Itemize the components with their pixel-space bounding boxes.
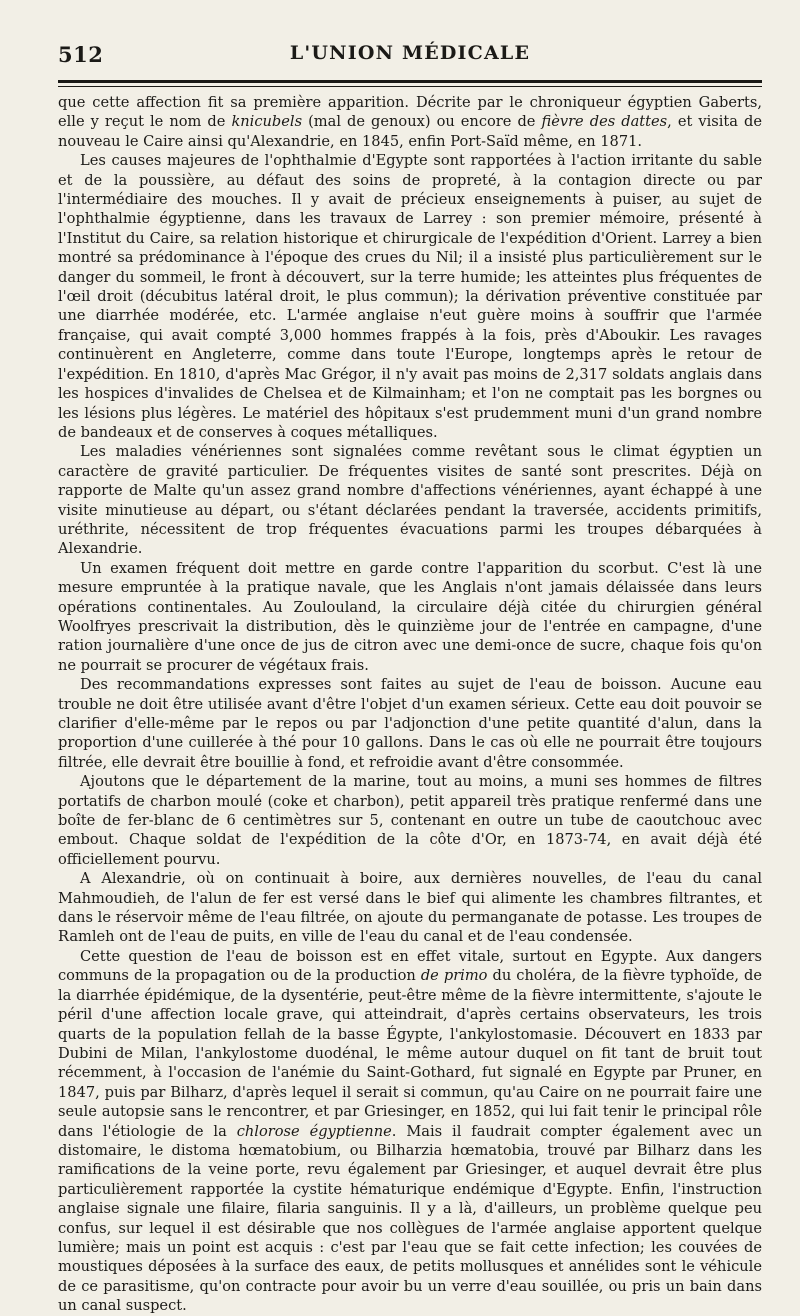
running-title: L'UNION MÉDICALE	[289, 42, 531, 64]
text-run: . Mais il faudrait compter également avec un distomaire, le distoma hœmatobium, ou Bilharzia hœmatobia, trouvé par Bilharz dans les ramifications de la veine porte, revu également par Griesinger, et auquel devrait être plus particulièrement rapportée la cystite hématurique endémique d'Egypte. Enfin, l'instruction anglaise signale une filaire, filaria sanguinis. Il y a là, d'ailleurs, un problème quelque peu confus, sur lequel il est désirable que nos collègues de l'armée anglaise apportent quelque lumière; mais un point est acquis : c'est par l'eau que se fait cette infection; les couvées de moustiques déposées à la surface des eaux, de petits mollusques et annélides sont le véhicule de ce parasitisme, qu'on contracte pour avoir bu un verre d'eau souillée, ou pris un bain dans un canal suspect.	[58, 1122, 762, 1315]
paragraph	[58, 93, 762, 151]
page-header	[58, 38, 762, 72]
text-run: , et visita de nouveau le Caire ainsi qu'Alexandrie, en 1845, enfin Port-Saïd même, en 1871.	[58, 113, 763, 150]
text-run: Ajoutons que le département de la marine, tout au moins, a muni ses hommes de filtres portatifs de charbon moulé (coke et charbon), petit appareil très pratique renfermé dans une boîte de fer-blanc de 6 centimètres sur 5, contenant en outre un tube de caoutchouc avec embout. Chaque soldat de l'expédition de la côte d'Or, en 1873-74, en avait déjà été officiellement pourvu.	[58, 773, 762, 868]
paragraph	[58, 772, 762, 869]
paragraph	[58, 675, 762, 772]
header-rule-thin	[58, 86, 762, 87]
text-run: Les maladies vénériennes sont signalées comme revêtant sous le climat égyptien un caractère de gravité particulier. De fréquentes visites de santé sont prescrites. Déjà on rapporte de Malte qu'un assez grand nombre d'affections vénériennes, ayant échappé à une visite minutieuse au départ, ou s'étant déclarées pendant la traversée, accidents primitifs, uréthrite, nécessitent de trop fréquentes évacuations parmi les troupes débarquées à Alexandrie.	[58, 443, 762, 558]
text-run: Des recommandations expresses sont faites au sujet de l'eau de boisson. Aucune eau trouble ne doit être utilisée avant d'être l'objet d'un examen sérieux. Cette eau doit pouvoir se clarifier d'elle-même par le repos ou par l'adjonction d'une petite quantité d'alun, dans la proportion d'une cuillerée à thé pour 10 gallons. Dans le cas où elle ne pourrait être toujours filtrée, elle devrait être bouillie à fond, et refroidie avant d'être consommée.	[58, 676, 762, 771]
text-run: A Alexandrie, où on continuait à boire, aux dernières nouvelles, de l'eau du canal Mahmoudieh, de l'alun de fer est versé dans le bief qui alimente les chambres filtrantes, et dans le réservoir même de l'eau filtrée, on ajoute du permanganate de potasse. Les troupes de Ramleh ont de l'eau de puits, en ville de l'eau du canal et de l'eau condensée.	[58, 870, 762, 946]
paragraph	[58, 442, 762, 558]
italic-term: fièvre des dattes	[541, 113, 668, 131]
text-run: Un examen fréquent doit mettre en garde contre l'apparition du scorbut. C'est là une mesure empruntée à la pratique navale, que les Anglais n'ont jamais délaissée dans leurs opérations continentales. Au Zoulouland, la circulaire déjà citée du chirurgien général Woolfryes prescrivait la distribution, dès le quinzième jour de l'entrée en campagne, d'une ration journalière d'une once de jus de citron avec une demi-once de sucre, chaque fois qu'on ne pourrait se procurer de végétaux frais.	[58, 559, 762, 674]
text-run: (mal de genoux) ou encore de	[302, 113, 542, 131]
text-run: Cette question de l'eau de boisson est en effet vitale, surtout en Egypte. Aux dangers communs de la propagation ou de la production	[58, 947, 762, 985]
paragraph	[58, 947, 762, 1316]
paragraph	[58, 151, 762, 442]
article-body	[58, 93, 762, 1316]
header-rule-thick	[58, 80, 762, 83]
text-run: du choléra, de la fièvre typhoïde, de la diarrhée épidémique, de la dysentérie, peut-être même de la fièvre intermittente, s'ajoute le péril d'une affection locale grave, qui atteindrait, d'après certains observateurs, les trois quarts de la population fellah de la basse Égypte, l'ankylostomasie. Découvert en 1833 par Dubini de Milan, l'ankylostome duodénal, le même autour duquel on fit tant de bruit tout récemment, à l'occasion de l'anémie du Saint-Gothard, fut signalé en Egypte par Pruner, en 1847, puis par Bilharz, d'après lequel il serait si commun, qu'au Caire on ne pourrait faire une seule autopsie sans le rencontrer, et par Griesinger, en 1852, qui lui fait tenir le principal rôle dans l'étiologie de la	[58, 967, 762, 1140]
page-number: 512	[58, 42, 104, 67]
text-run: que cette affection fit sa première apparition. Décrite par le chroniqueur égyptien Gaberts, elle y reçut le nom de	[58, 94, 762, 131]
paragraph	[58, 869, 762, 947]
italic-term: chlorose égyptienne	[236, 1122, 392, 1140]
paragraph	[58, 559, 762, 675]
italic-term: de primo	[420, 967, 488, 985]
italic-term: knicubels	[231, 113, 303, 131]
text-run: Les causes majeures de l'ophthalmie d'Egypte sont rapportées à l'action irritante du sable et de la poussière, au défaut des soins de propreté, à la contagion directe ou par l'intermédiaire des mouches. Il y avait de précieux enseignements à puiser, au sujet de l'ophthalmie égyptienne, dans les travaux de Larrey : son premier mémoire, présenté à l'Institut du Caire, sa relation historique et chirurgicale de l'expédition d'Orient. Larrey a bien montré sa prédominance à l'époque des crues du Nil; il a insisté plus particulièrement sur le danger du sommeil, le front à découvert, sur la terre humide; les atteintes plus fréquentes de l'œil droit (décubitus latéral droit, le plus commun); la dérivation préventive constituée par une diarrhée modérée, etc. L'armée anglaise n'eut guère moins à souffrir que l'armée française, qui avait compté 3,000 hommes frappés à la fois, près d'Aboukir. Les ravages continuèrent en Angleterre, comme dans toute l'Europe, longtemps après le retour de l'expédition. En 1810, d'après Mac Grégor, il n'y avait pas moins de 2,317 soldats anglais dans les hospices d'invalides de Chelsea et de Kilmainham; et l'on ne comptait pas les borgnes ou les lésions plus légères. Le matériel des hôpitaux s'est prudemment muni d'un grand nombre de bandeaux et de conserves à coques métalliques.	[58, 152, 762, 441]
